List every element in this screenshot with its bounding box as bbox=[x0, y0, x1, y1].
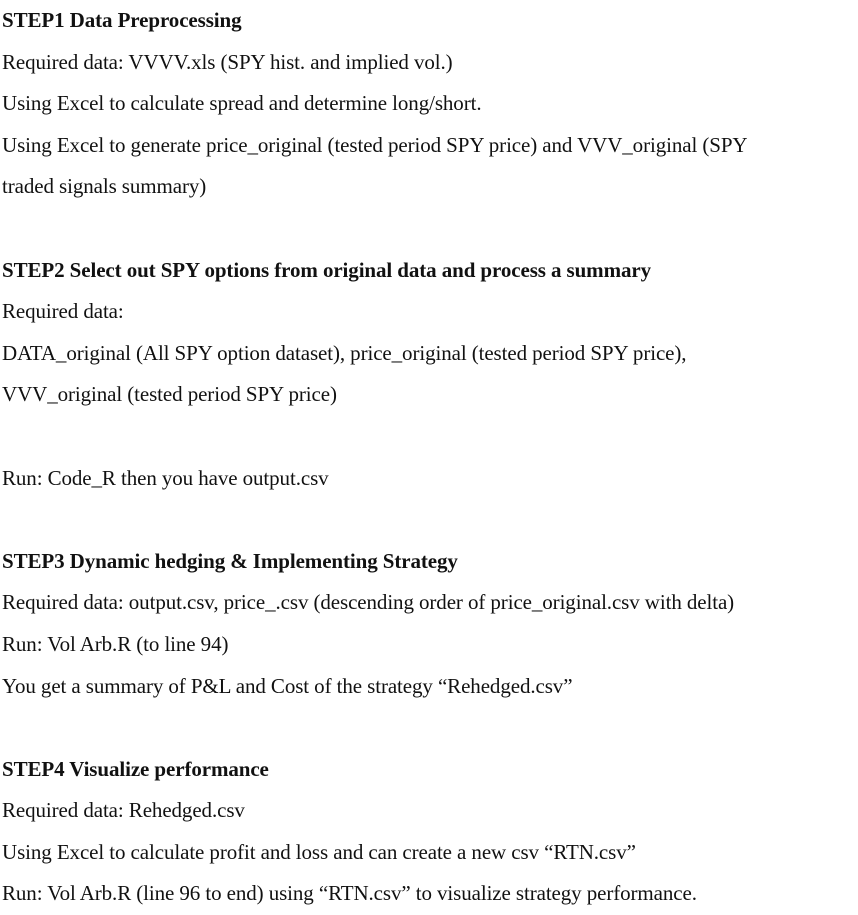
spacer bbox=[2, 208, 858, 250]
step4-excel-pnl: Using Excel to calculate profit and loss and can create a new csv “RTN.csv” bbox=[2, 839, 636, 864]
step1-heading: STEP1 Data Preprocessing bbox=[2, 8, 242, 32]
step2-run: Run: Code_R then you have output.csv bbox=[2, 465, 329, 490]
spacer bbox=[2, 499, 858, 541]
document-body bbox=[2, 0, 858, 915]
step3-summary: You get a summary of P&L and Cost of the strategy “Rehedged.csv” bbox=[2, 673, 573, 698]
step3-required-data: Required data: output.csv, price_.csv (descending order of price_original.csv with delta) bbox=[2, 590, 735, 615]
step4-required-data: Required data: Rehedged.csv bbox=[2, 798, 245, 823]
step2-heading: STEP2 Select out SPY options from original data and process a summary bbox=[2, 257, 651, 282]
spacer bbox=[2, 416, 858, 458]
step2-datasets: DATA_original (All SPY option dataset), price_original (tested period SPY price), bbox=[2, 340, 687, 365]
spacer bbox=[2, 707, 858, 749]
step3-section bbox=[2, 541, 858, 707]
step2-datasets-cont: VVV_original (tested period SPY price) bbox=[2, 382, 337, 407]
step2-required-data: Required data: bbox=[2, 299, 124, 324]
step4-heading: STEP4 Visualize performance bbox=[2, 756, 269, 781]
step3-run: Run: Vol Arb.R (to line 94) bbox=[2, 631, 229, 656]
step3-heading: STEP3 Dynamic hedging & Implementing Strategy bbox=[2, 548, 458, 573]
step1-excel-spread: Using Excel to calculate spread and determine long/short. bbox=[2, 91, 482, 116]
step1-required-data: Required data: VVVV.xls (SPY hist. and implied vol.) bbox=[2, 49, 453, 74]
step1-excel-generate-cont: traded signals summary) bbox=[2, 174, 207, 199]
step1-excel-generate: Using Excel to generate price_original (tested period SPY price) and VVV_original (SPY bbox=[2, 132, 748, 157]
step4-section bbox=[2, 749, 858, 915]
step2-section bbox=[2, 250, 858, 500]
step4-run: Run: Vol Arb.R (line 96 to end) using “RTN.csv” to visualize strategy performance. bbox=[2, 881, 697, 906]
step1-section bbox=[2, 0, 858, 208]
